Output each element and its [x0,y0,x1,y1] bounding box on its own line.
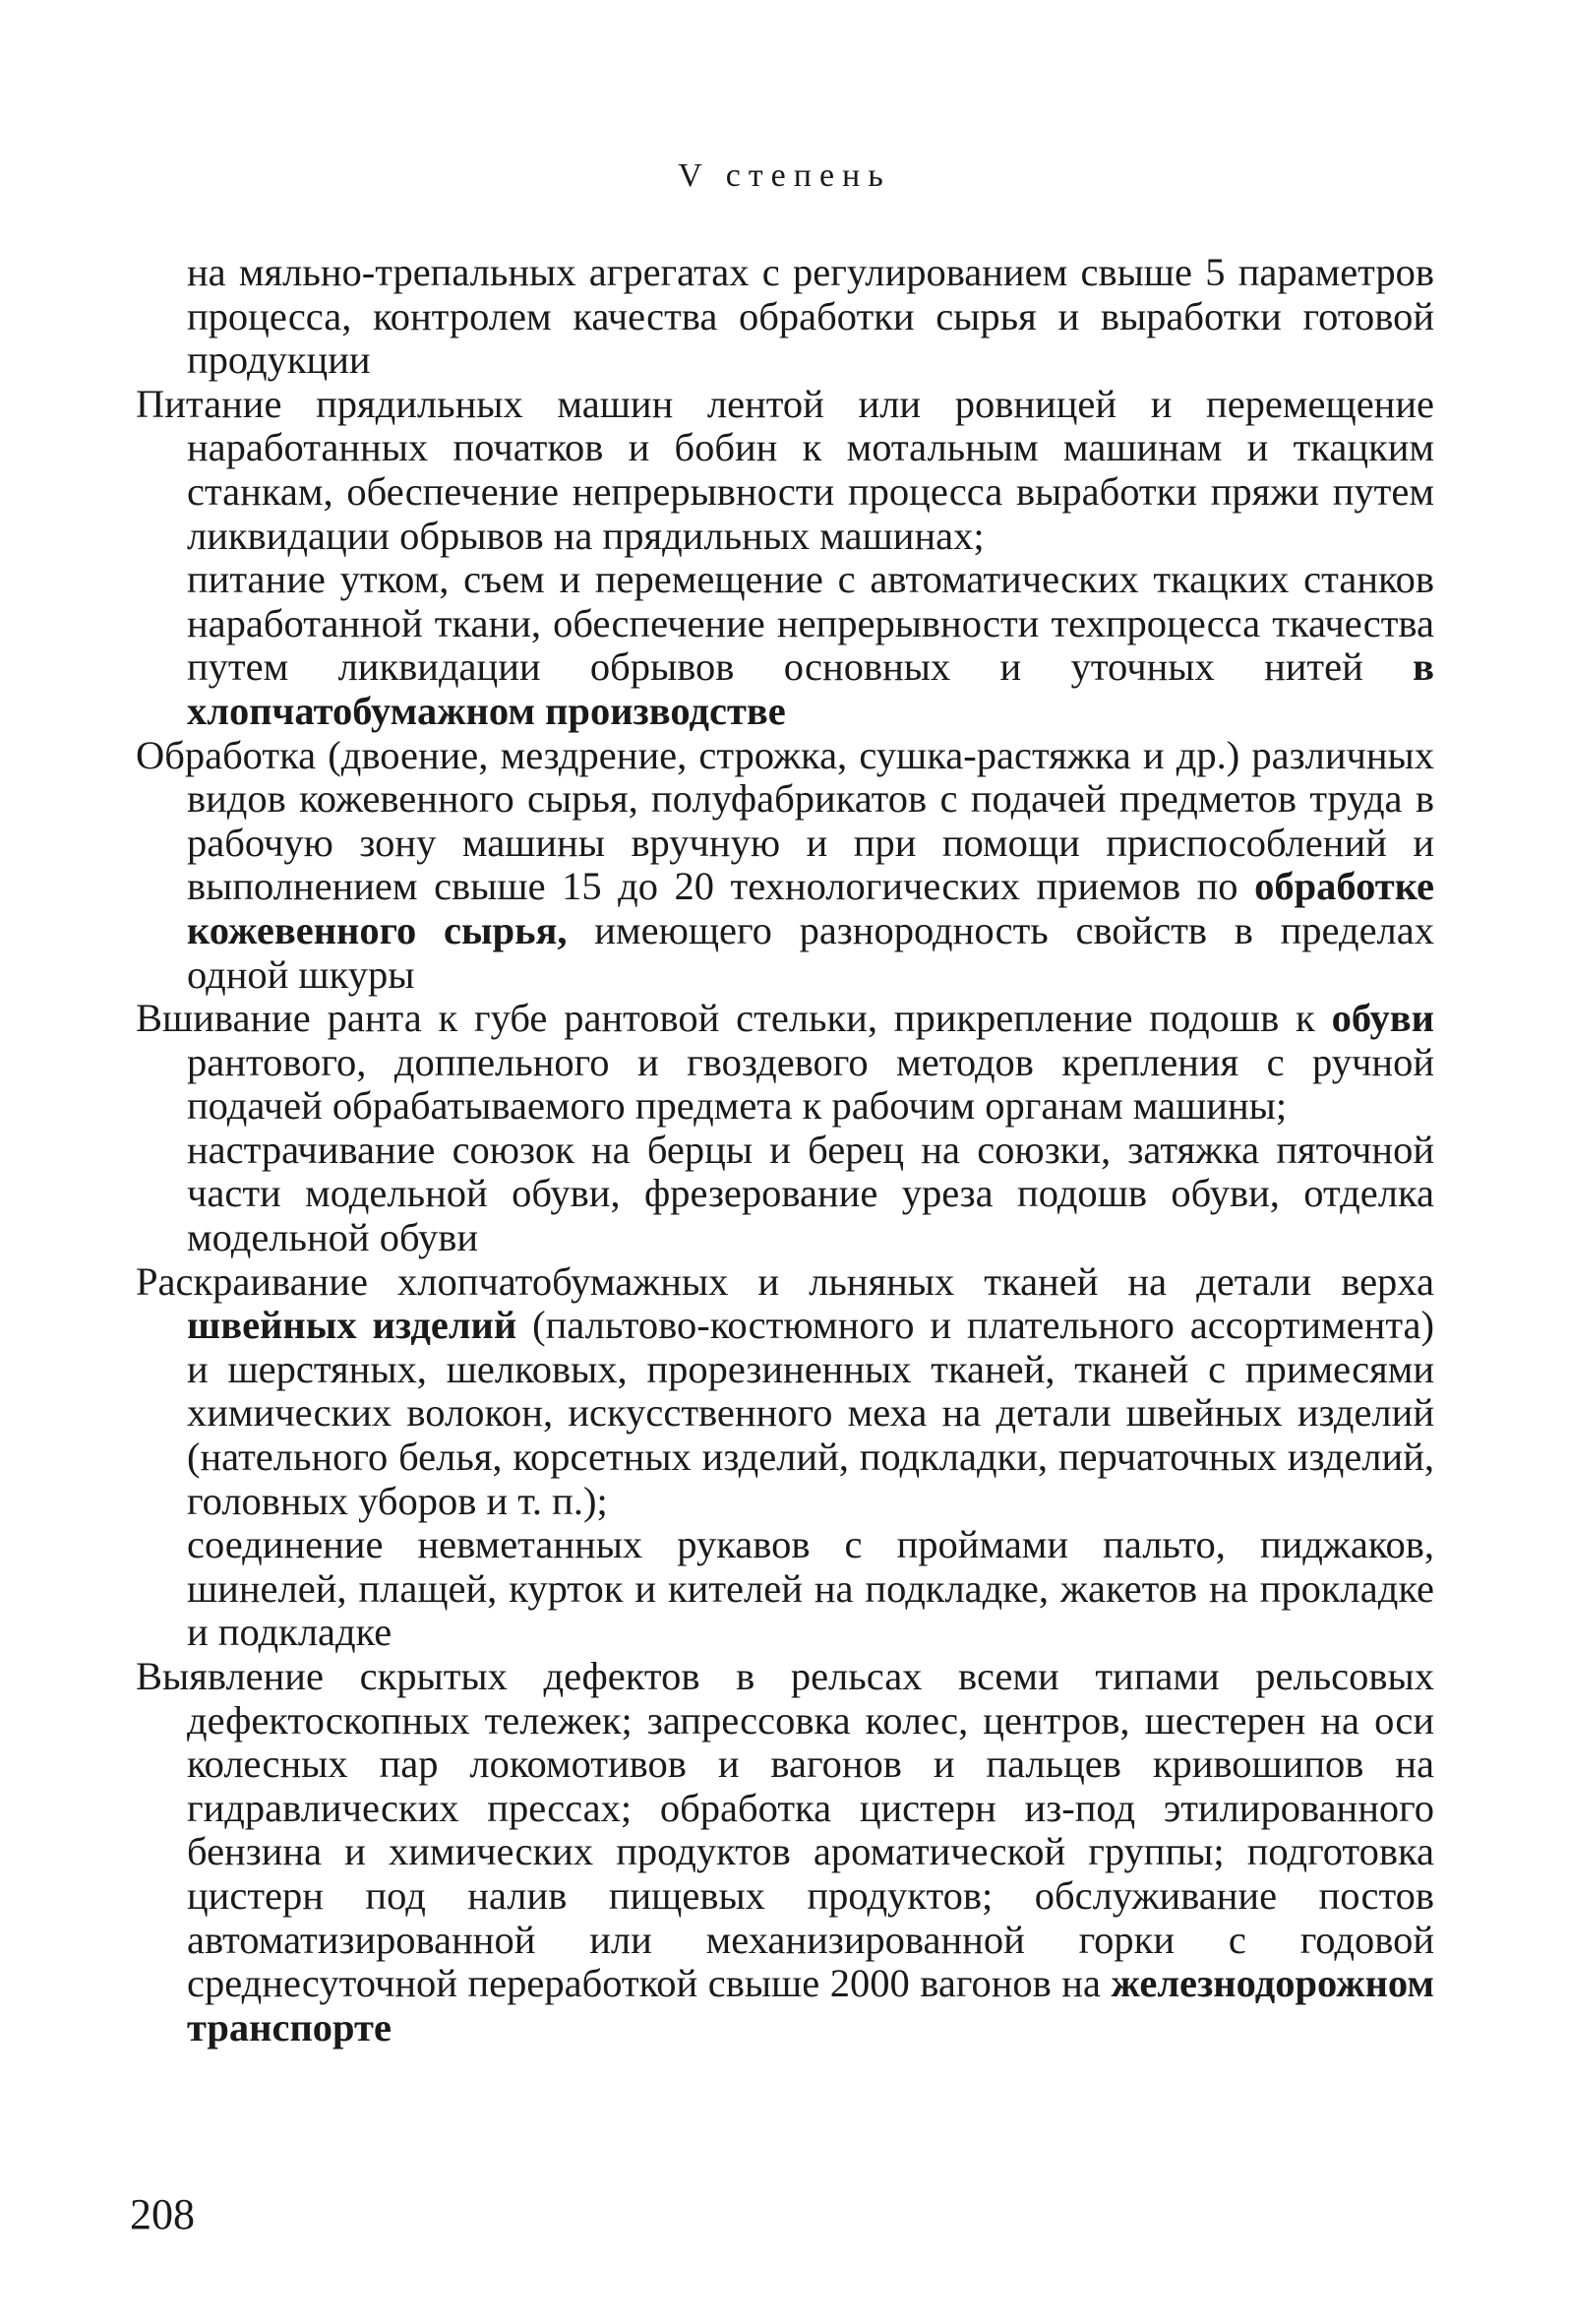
entry-leather [136,734,1434,998]
entry-continuation [136,251,1434,383]
paragraph [136,997,1434,1129]
paragraph-text: Раскраивание хлопчатобумажных и льняных тканей на детали верха [136,1258,1434,1304]
industry-label: в хлопчатобумажном производстве [187,644,1434,733]
entry-textile [136,383,1434,734]
industry-label: швейных изделий [187,1303,517,1348]
paragraph [136,1129,1434,1260]
paragraph [136,1523,1434,1655]
document-body [136,251,1434,2049]
paragraph [136,1655,1434,2049]
paragraph-text: рантового, доппельного и гвоздевого методов крепления с ручной подачей обрабатываемого предмета к рабочим органам машины; [187,1039,1434,1129]
entry-railway [136,1655,1434,2049]
industry-label: обработке кожевенного сырья, [187,864,1434,952]
paragraph-text: настрачивание союзок на берцы и берец на союзки, затяжка пяточной части модельной обуви, фрезерование уреза подошв обуви, отделка модельной обуви [187,1127,1434,1260]
industry-label: железнодорожном транспорте [187,1961,1434,2049]
page-header: V степень [678,157,891,194]
page-number: 208 [130,2190,195,2238]
paragraph-text: питание утком, съем и перемещение с автоматических ткацких станков наработанной ткани, обеспечение непрерывности техпроцесса ткачества путем ликвидации обрывов основных и уточных нитей [187,557,1434,690]
industry-label: обуви [1331,996,1434,1041]
paragraph-text: (пальтово-костюмного и плательного ассортимента) и шерстяных, шелковых, прорезиненных тканей, тканей с примесями химических волокон, искусственного меха на детали швейных изделий (нательного белья, корсетных изделий, подкладки, перчаточных изделий, головных уборов и т. п.); [187,1303,1434,1523]
paragraph-text: соединение невметанных рукавов с проймами пальто, пиджаков, шинелей, плащей, курток и кителей на подкладке, жакетов на прокладке и подкладке [187,1522,1434,1655]
paragraph-text: на мяльно-трепальных агрегатах с регулированием свыше 5 параметров процесса, контролем качества обработки сырья и выработки готовой продукции [187,250,1434,383]
paragraph-text: Питание прядильных машин лентой или ровницей и перемещение наработанных початков и бобин к мотальным машинам и ткацким станкам, обеспечение непрерывности процесса выработки пряжи путем ликвидации обрывов на прядильных машинах; [136,381,1434,558]
paragraph [136,558,1434,733]
paragraph [136,383,1434,558]
paragraph [136,734,1434,998]
entry-footwear [136,997,1434,1260]
paragraph-text: Вшивание ранта к губе рантовой стельки, прикрепление подошв к [136,996,1332,1041]
paragraph-text: Выявление скрытых дефектов в рельсах всеми типами рельсовых дефектоскопных тележек; запрессовка колес, центров, шестерен на оси колесных пар локомотивов и вагонов и пальцев кривошипов на гидравлических прессах; обработка цистерн из-под этилированного бензина и химических продуктов ароматической группы; подготовка цистерн под налив пищевых продуктов; обслуживание постов автоматизированной или механизированной горки с годовой среднесуточной переработкой свыше 2000 вагонов на [136,1654,1434,2006]
paragraph-text: имеющего разнородность свойств в пределах одной шкуры [187,907,1434,997]
entry-garments [136,1260,1434,1655]
paragraph [136,1260,1434,1524]
paragraph [136,251,1434,383]
paragraph-text: Обработка (двоение, мездрение, строжка, сушка-растяжка и др.) различных видов кожевенного сырья, полуфабрикатов с подачей предметов труда в рабочую зону машины вручную и при помощи приспособлений и выполнением свыше 15 до 20 технологических приемов по [136,732,1434,909]
